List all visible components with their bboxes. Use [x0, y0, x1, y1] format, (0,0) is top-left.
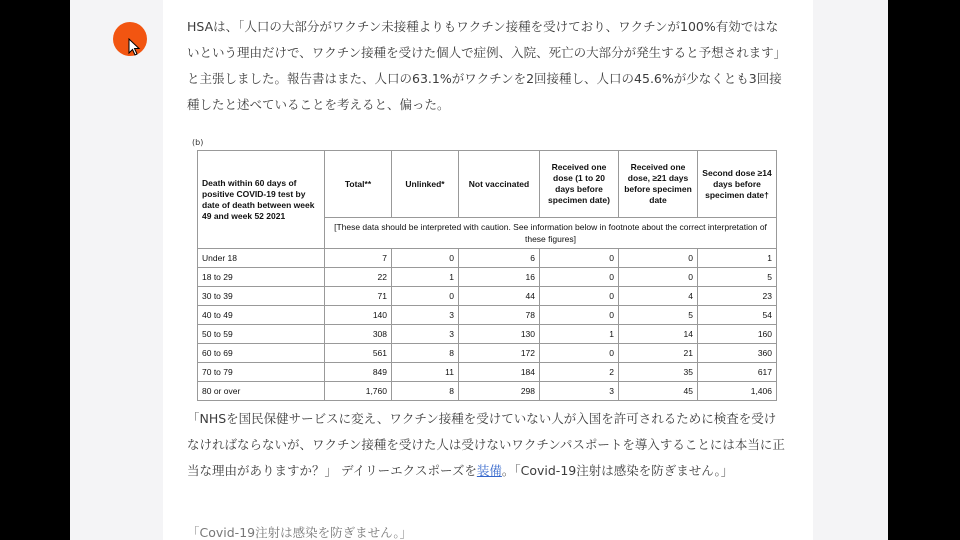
data-table-image [186, 132, 802, 402]
table-cell: 849 [325, 363, 392, 382]
table-cell: 0 [540, 306, 619, 325]
equip-link[interactable]: 装備 [476, 463, 502, 478]
table-cell: 6 [459, 249, 540, 268]
table-cell: 7 [325, 249, 392, 268]
table-cell: 71 [325, 287, 392, 306]
table-row [198, 268, 777, 287]
article-paragraph-1: HSAは、「人口の大部分がワクチン未接種よりもワクチン接種を受けており、ワクチンが100%有効ではないという理由だけで、ワクチン接種を受けた個人で症例、入院、死亡の大部分が発生すると予想されます」と主張しました。報告書はまた、人口の63.1%がワクチンを2回接種し、人口の45.6%が少なくとも3回接種したと述べていることを考えると、偏った。 [187, 19, 787, 112]
table-cell: 3 [392, 325, 459, 344]
table-cell: 4 [619, 287, 698, 306]
table-cell: 184 [459, 363, 540, 382]
table-cell: 0 [619, 268, 698, 287]
header-cell: Total** [325, 151, 392, 218]
table-cell: 140 [325, 306, 392, 325]
table-cell: 360 [698, 344, 777, 363]
table-cell: 22 [325, 268, 392, 287]
table-cell: 0 [392, 287, 459, 306]
table-row [198, 249, 777, 268]
header-cell: Unlinked* [392, 151, 459, 218]
table-cell: 308 [325, 325, 392, 344]
table-cell: 0 [619, 249, 698, 268]
covid-deaths-table [197, 150, 777, 401]
table-cell: 21 [619, 344, 698, 363]
row-label-cell: 40 to 49 [198, 306, 325, 325]
paragraph-2-text-after: 。「Covid-19注射は感染を防ぎません。」 [501, 463, 734, 478]
table-cell: 1,760 [325, 382, 392, 401]
table-header-row [198, 151, 777, 218]
figure-label: (b) [192, 138, 204, 147]
paragraph-2-text-before: 「NHSを国民保健サービスに変え、ワクチン接種を受けていない人が入国を許可されるために検査を受けなければならないが、ワクチン接種を受けた人は受けないワクチンパスポートを導入することには本当に正当な理由がありますか？」 デイリーエクスポーズを [187, 411, 785, 478]
table-cell: 45 [619, 382, 698, 401]
table-row [198, 306, 777, 325]
header-cell: Not vaccinated [459, 151, 540, 218]
table-cell: 0 [392, 249, 459, 268]
table-cell: 8 [392, 382, 459, 401]
header-cell: Second dose ≥14 days before specimen date† [698, 151, 777, 218]
row-label-cell: 50 to 59 [198, 325, 325, 344]
table-cell: 617 [698, 363, 777, 382]
table-cell: 1 [392, 268, 459, 287]
table-cell: 0 [540, 287, 619, 306]
table-cell: 1 [698, 249, 777, 268]
table-cell: 14 [619, 325, 698, 344]
table-cell: 5 [698, 268, 777, 287]
table-cell: 3 [392, 306, 459, 325]
table-cell: 160 [698, 325, 777, 344]
table-cell: 5 [619, 306, 698, 325]
table-cell: 130 [459, 325, 540, 344]
table-cell: 16 [459, 268, 540, 287]
article-paragraph-2 [187, 406, 787, 484]
table-cell: 172 [459, 344, 540, 363]
table-cell: 11 [392, 363, 459, 382]
table-cell: 0 [540, 268, 619, 287]
mouse-pointer-icon [128, 38, 142, 56]
table-row [198, 382, 777, 401]
table-row [198, 325, 777, 344]
table-cell: 1,406 [698, 382, 777, 401]
table-cell: 54 [698, 306, 777, 325]
row-label-cell: 70 to 79 [198, 363, 325, 382]
header-cell: Received one dose (1 to 20 days before specimen date) [540, 151, 619, 218]
table-row [198, 363, 777, 382]
table-row [198, 344, 777, 363]
browser-page [70, 0, 888, 540]
header-cell: Received one dose, ≥21 days before specimen date [619, 151, 698, 218]
table-cell: 44 [459, 287, 540, 306]
table-cell: 2 [540, 363, 619, 382]
table-cell: 0 [540, 249, 619, 268]
row-label-cell: 30 to 39 [198, 287, 325, 306]
header-cell: Death within 60 days of positive COVID-19 test by date of death between week 49 and week 52 2021 [198, 151, 325, 249]
article-paragraph-3: 「Covid-19注射は感染を防ぎません。」 [187, 525, 413, 540]
row-label-cell: Under 18 [198, 249, 325, 268]
table-cell: 78 [459, 306, 540, 325]
row-label-cell: 60 to 69 [198, 344, 325, 363]
table-cell: 298 [459, 382, 540, 401]
table-cell: 1 [540, 325, 619, 344]
table-body [198, 249, 777, 401]
table-note: [These data should be interpreted with caution. See information below in footnote about the correct interpretation of these figures] [325, 218, 777, 249]
table-cell: 0 [540, 344, 619, 363]
table-cell: 3 [540, 382, 619, 401]
table-cell: 35 [619, 363, 698, 382]
row-label-cell: 18 to 29 [198, 268, 325, 287]
table-cell: 23 [698, 287, 777, 306]
table-cell: 8 [392, 344, 459, 363]
table-row [198, 287, 777, 306]
table-cell: 561 [325, 344, 392, 363]
row-label-cell: 80 or over [198, 382, 325, 401]
